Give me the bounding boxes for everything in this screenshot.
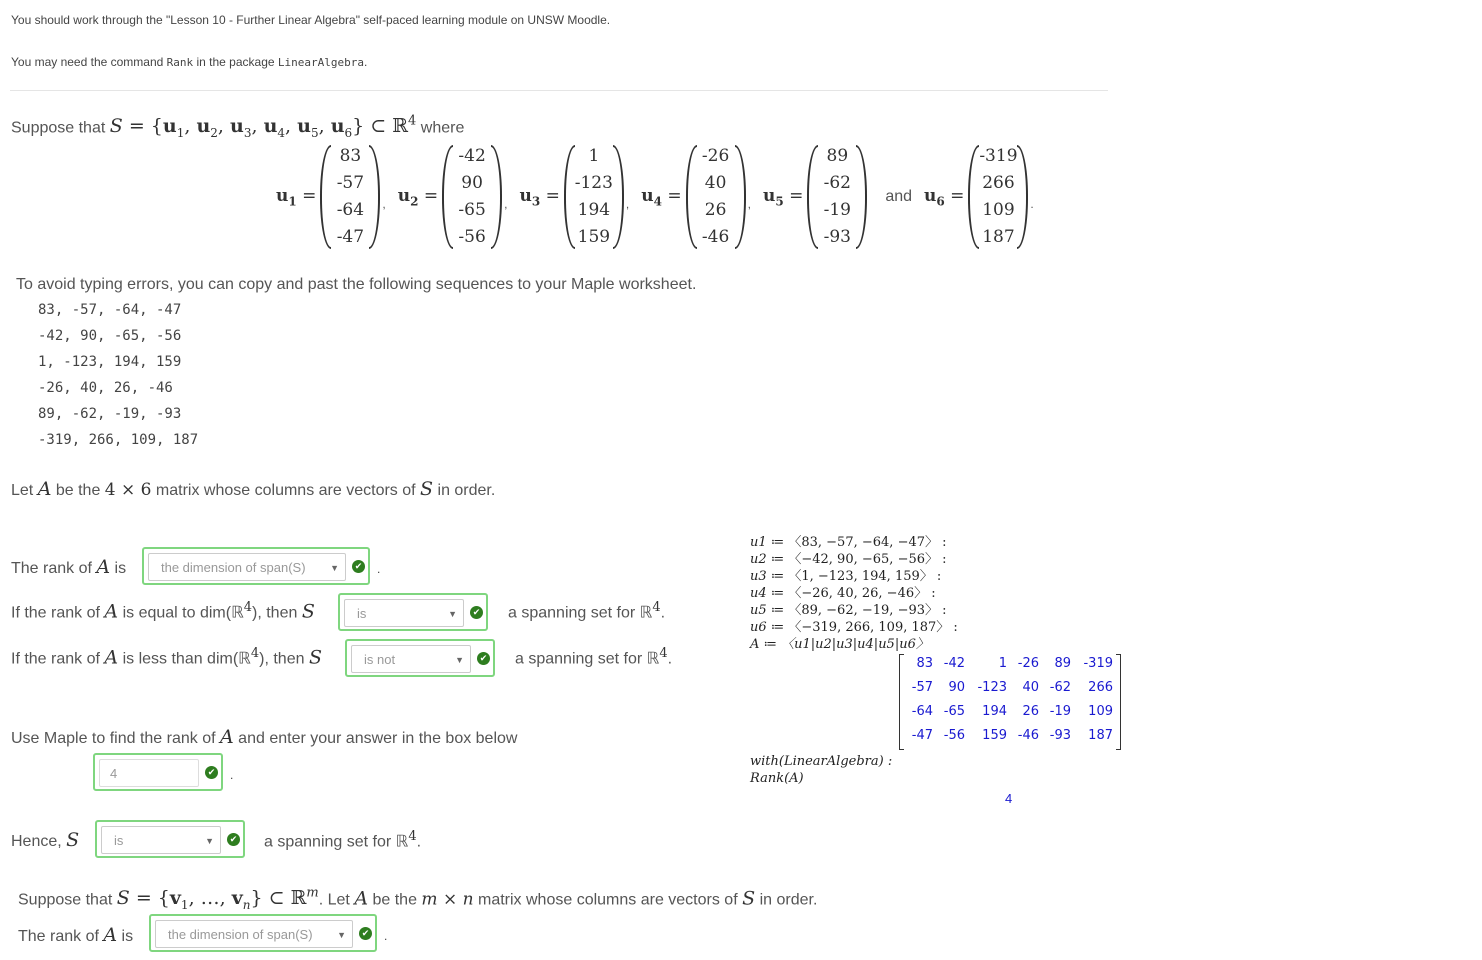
dropdown-arrow-icon: ▼ <box>205 836 214 846</box>
q3-mid: is less than dim(ℝ <box>118 650 251 668</box>
check-icon: ✔ <box>352 560 365 573</box>
sequence-line: 83, -57, -64, -47 <box>38 302 182 318</box>
q4-prompt-text: Use Maple to find the rank of <box>11 730 220 747</box>
q2-label <box>11 600 315 622</box>
vector-entry: -123 <box>574 173 613 193</box>
q4-prompt-end: and enter your answer in the box below <box>233 730 518 747</box>
q2-post: a spanning set for ℝ$^4$. <box>508 600 666 622</box>
general-dims: m × n <box>421 889 474 910</box>
sequence-line: 1, -123, 194, 159 <box>38 354 182 370</box>
maple-input-line: u1 ≔ 〈83, −57, −64, −47〉 : <box>750 535 947 550</box>
vector-entry: 90 <box>461 173 483 193</box>
q3-selected-value: is not <box>364 652 396 667</box>
general-set: $S = \{v_1$, …, $v_n$} ⊂ ℝ$^m$ <box>116 886 319 913</box>
q4-a: A <box>220 726 234 748</box>
separator: , <box>382 197 386 211</box>
general-statement <box>18 886 817 912</box>
q5-post: a spanning set for ℝ$^4$. <box>264 829 422 851</box>
command-rank: Rank <box>166 56 194 69</box>
q4-period: . <box>230 768 234 782</box>
q5-dropdown[interactable] <box>101 826 221 854</box>
dropdown-arrow-icon: ▼ <box>455 655 464 665</box>
matrix-row <box>905 656 1113 671</box>
q1-answer-box <box>142 547 370 585</box>
q4-prompt <box>11 726 517 748</box>
matrix-cell: -62 <box>1049 680 1071 695</box>
vector-entry: 26 <box>704 200 727 220</box>
matrix-cell: -46 <box>1017 728 1039 743</box>
matrix-cell: -65 <box>943 704 965 719</box>
general-s: S <box>742 887 756 910</box>
let-pre: Let <box>11 482 38 499</box>
q3-mid2: ), then <box>259 650 309 668</box>
vector-entry: 83 <box>339 146 362 166</box>
matrix-cell: 1 <box>998 656 1007 671</box>
q6-dropdown[interactable] <box>155 920 353 948</box>
matrix-cell: -42 <box>943 656 965 671</box>
q2-answer-box <box>338 593 488 631</box>
vector-entry: -93 <box>823 227 852 247</box>
matrix-cell: 159 <box>982 728 1007 743</box>
q6-pre: The rank of <box>18 928 104 945</box>
matrix-cell: -47 <box>911 728 933 743</box>
maple-input-line: u5 ≔ 〈89, −62, −19, −93〉 : <box>750 603 947 618</box>
dropdown-arrow-icon: ▼ <box>330 563 339 573</box>
column-vector <box>444 143 500 251</box>
column-vector <box>688 143 744 251</box>
matrix-cell: 266 <box>1088 680 1113 695</box>
q2-selected-value: is <box>357 606 367 621</box>
vector-entry: 89 <box>826 146 849 166</box>
and-text: and <box>885 188 913 205</box>
set-s-symbol: S <box>420 478 434 500</box>
q3-answer-box <box>345 639 495 677</box>
matrix-row <box>905 704 1113 719</box>
copy-instructions: To avoid typing errors, you can copy and past the following sequences to your Maple worksheet. <box>16 276 697 293</box>
vector-entry: -319 <box>979 146 1018 166</box>
maple-with: with(LinearAlgebra) : <box>750 754 893 769</box>
q6-label <box>18 924 133 946</box>
intro-line-2-mid: in the package <box>193 55 278 69</box>
check-icon: ✔ <box>470 606 483 619</box>
general-end2: in order. <box>755 891 818 909</box>
separator: , <box>747 197 751 211</box>
intro-line-1: You should work through the "Lesson 10 - Further Linear Algebra" self-paced learning module on UNSW Moodle. <box>11 13 611 27</box>
q3-pre: If the rank of <box>11 650 105 668</box>
intro-line-2-text: You may need the command <box>11 55 167 69</box>
suppose-post: where <box>416 119 465 137</box>
maple-input-line: u6 ≔ 〈−319, 266, 109, 187〉 : <box>750 620 958 635</box>
dropdown-arrow-icon: ▼ <box>337 930 346 940</box>
matrix-cell: -64 <box>911 704 933 719</box>
q5-pre: Hence, <box>11 833 67 850</box>
vector-entry: -65 <box>458 200 486 220</box>
q1-selected-value: the dimension of span(S) <box>161 560 306 575</box>
let-end: in order. <box>433 482 496 499</box>
q5-label <box>11 829 79 851</box>
q6-answer-box <box>149 914 377 952</box>
maple-input-line: u3 ≔ 〈1, −123, 194, 159〉 : <box>750 569 942 584</box>
maple-input-line: u2 ≔ 〈−42, 90, −65, −56〉 : <box>750 552 947 567</box>
q3-post-text: a spanning set for ℝ <box>515 650 660 668</box>
vector-entry: -64 <box>336 200 365 220</box>
maple-rank-result: 4 <box>1005 791 1013 806</box>
matrix-row <box>905 680 1113 695</box>
matrix-cell: 194 <box>982 704 1007 719</box>
matrix-cell: -57 <box>911 680 933 695</box>
sequence-line: 89, -62, -19, -93 <box>38 406 182 422</box>
vector-entry: -56 <box>458 227 486 247</box>
maple-matrix-output <box>899 654 1121 748</box>
let-mid: be the <box>51 482 105 499</box>
separator: , <box>504 197 508 211</box>
q5-s: S <box>66 829 80 851</box>
check-icon: ✔ <box>205 766 218 779</box>
vector-entry: -47 <box>336 227 365 247</box>
matrix-cell: 187 <box>1088 728 1113 743</box>
matrix-cell: -123 <box>977 680 1007 695</box>
dropdown-arrow-icon: ▼ <box>448 609 457 619</box>
vector-entry: 109 <box>982 200 1015 220</box>
divider <box>10 90 1108 91</box>
q2-a: A <box>104 600 119 623</box>
vector-entry: 1 <box>588 146 600 166</box>
matrix-row <box>905 728 1113 743</box>
check-icon: ✔ <box>477 652 490 665</box>
matrix-cell: -19 <box>1049 704 1071 719</box>
maple-input-line: u4 ≔ 〈−26, 40, 26, −46〉 : <box>750 586 936 601</box>
q2-dropdown[interactable] <box>344 599 464 627</box>
vector-entry: 187 <box>982 227 1015 247</box>
vector-label: $u_5$ = <box>762 185 804 209</box>
q2-s: S <box>301 600 315 623</box>
matrix-cell: -319 <box>1083 656 1113 671</box>
q6-period: . <box>384 929 388 943</box>
q4-answer-box <box>93 753 223 791</box>
column-vector <box>809 143 865 251</box>
matrix-cell: 83 <box>916 656 933 671</box>
vector-entry: -62 <box>823 173 852 193</box>
q1-period: . <box>377 562 381 576</box>
q5-post-text: a spanning set for ℝ <box>264 833 409 851</box>
vector-label: $u_4$ = <box>641 185 682 209</box>
sequence-line: -42, 90, -65, -56 <box>38 328 182 344</box>
q6-selected-value: the dimension of span(S) <box>168 927 313 942</box>
rank-input-value: 4 <box>110 766 118 781</box>
q5-answer-box <box>95 820 245 858</box>
vector-entry: 194 <box>577 200 611 220</box>
q6-post: is <box>117 928 134 945</box>
vector-entry: -46 <box>701 227 730 247</box>
q3-s: S <box>308 646 322 669</box>
q2-mid: is equal to dim(ℝ <box>118 604 244 622</box>
q2-mid2: ), then <box>252 604 302 622</box>
matrix-dims: 4 × 6 <box>104 480 152 500</box>
suppose-pre: Suppose that <box>11 119 110 137</box>
matrix-left-bracket <box>899 654 904 750</box>
let-statement <box>11 478 495 500</box>
sequence-line: -319, 266, 109, 187 <box>38 432 199 448</box>
vector-entry: -26 <box>701 146 730 166</box>
package-name: LinearAlgebra <box>277 56 364 69</box>
general-pre: Suppose that <box>18 891 117 909</box>
vector-label: $u_1$ = <box>276 185 317 209</box>
check-icon: ✔ <box>227 833 240 846</box>
matrix-cell: 89 <box>1054 656 1071 671</box>
separator: , <box>625 197 630 211</box>
vector-entry: 266 <box>982 173 1015 193</box>
vector-label: $u_6$ = <box>924 185 965 209</box>
matrix-cell: 26 <box>1022 704 1039 719</box>
vector-entry: -42 <box>458 146 486 166</box>
general-post: . Let <box>318 891 355 909</box>
matrix-cell: -26 <box>1017 656 1039 671</box>
maple-rank-cmd: Rank(A) <box>750 771 804 786</box>
column-vector <box>566 143 622 251</box>
q1-dropdown[interactable] <box>148 553 346 581</box>
matrix-a-symbol: A <box>37 478 52 500</box>
matrix-cell: 109 <box>1088 704 1113 719</box>
vector-entry: 40 <box>704 173 727 193</box>
q3-dropdown[interactable] <box>351 645 471 673</box>
intro-line-2 <box>11 55 367 69</box>
separator: . <box>1030 197 1034 211</box>
q1-label <box>11 556 126 578</box>
vector-entry: 159 <box>577 227 611 247</box>
intro-line-2-end: . <box>363 55 368 69</box>
q2-pre: If the rank of <box>11 604 105 622</box>
maple-input-line: A ≔ 〈u1|u2|u3|u4|u5|u6〉 <box>750 637 929 652</box>
let-post: matrix whose columns are vectors of <box>151 482 421 499</box>
vector-label: $u_3$ = <box>519 185 560 209</box>
q2-post-text: a spanning set for ℝ <box>508 604 653 622</box>
matrix-cell: -56 <box>943 728 965 743</box>
vector-label: $u_2$ = <box>397 185 439 209</box>
vector-entry: -19 <box>823 200 852 220</box>
vector-entry: -57 <box>336 173 365 193</box>
q1-pre: The rank of <box>11 560 97 577</box>
set-definition: $S = \{u_1$, $u_2$, $u_3$, $u_4$, $u_5$, $u_6$} ⊂ ℝ$^4$ <box>109 114 417 141</box>
check-icon: ✔ <box>359 927 372 940</box>
matrix-cell: -93 <box>1049 728 1071 743</box>
q3-exp: 4 <box>250 646 260 661</box>
rank-input[interactable] <box>99 759 199 787</box>
q5-selected-value: is <box>114 833 124 848</box>
column-vector <box>970 143 1026 251</box>
q3-post: a spanning set for ℝ$^4$. <box>515 646 673 668</box>
q3-a: A <box>104 646 119 669</box>
matrix-right-bracket <box>1116 654 1121 750</box>
vectors-row <box>270 143 1040 251</box>
q2-exp: 4 <box>243 600 253 615</box>
general-mid: be the <box>368 891 422 909</box>
matrix-cell: 40 <box>1022 680 1039 695</box>
suppose-statement <box>11 114 464 140</box>
sequence-line: -26, 40, 26, -46 <box>38 380 173 396</box>
general-a: A <box>354 887 369 910</box>
general-end: matrix whose columns are vectors of <box>473 891 743 909</box>
q1-post: is <box>110 560 127 577</box>
matrix-cell: 90 <box>948 680 965 695</box>
q6-a: A <box>103 924 118 946</box>
column-vector <box>322 143 378 251</box>
q1-a: A <box>96 556 111 578</box>
q3-label <box>11 646 322 668</box>
